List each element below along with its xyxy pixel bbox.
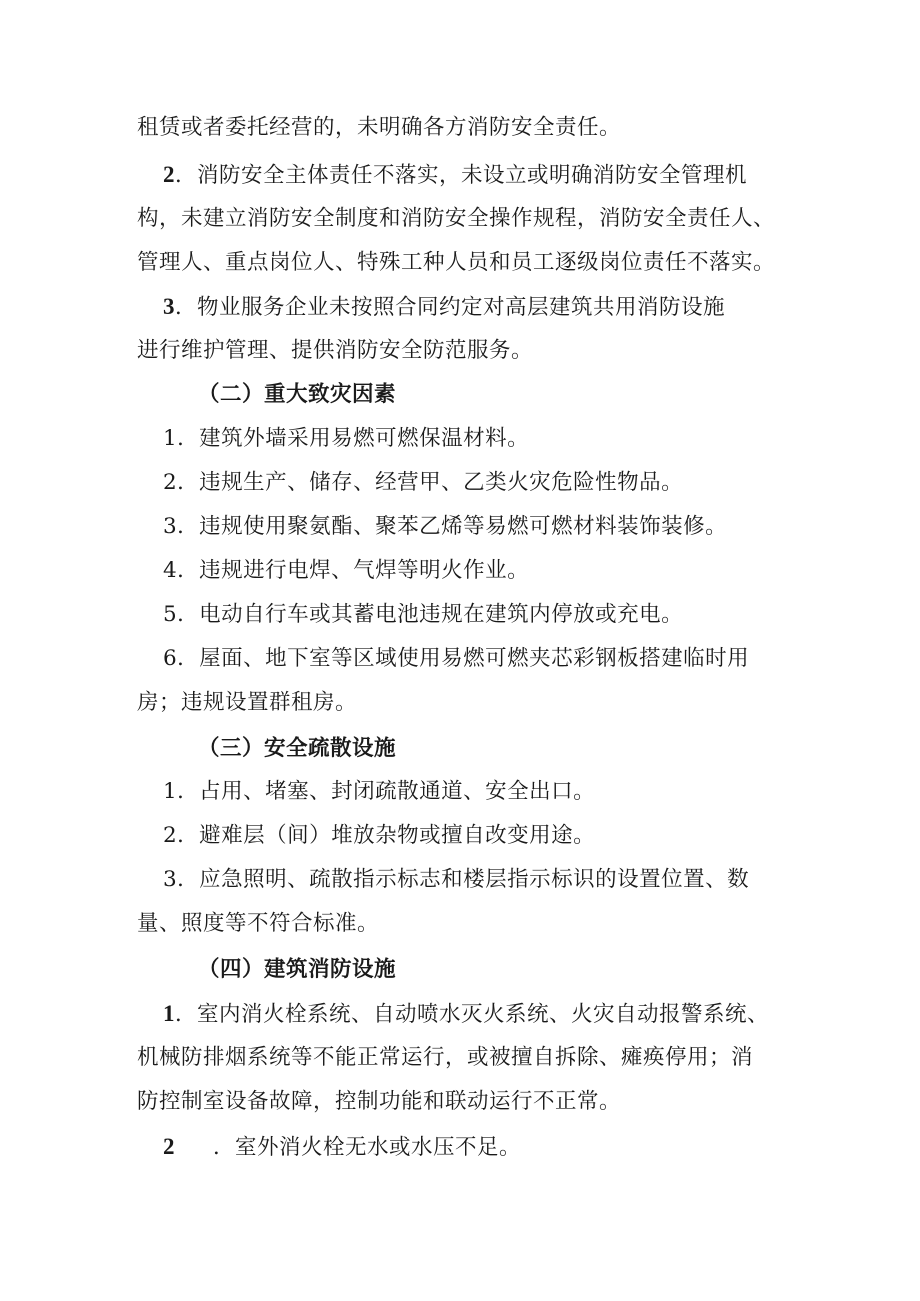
section-heading: （四）建筑消防设施 <box>198 957 397 982</box>
paragraph-line <box>163 160 747 191</box>
paragraph-line <box>163 292 725 323</box>
paragraph-line: 机械防排烟系统等不能正常运行，或被擅自拆除、瘫痪停用；消 <box>137 1045 754 1070</box>
list-item: 3．应急照明、疏散指示标志和楼层指示标识的设置位置、数 <box>163 867 750 892</box>
paragraph-line <box>163 1132 521 1163</box>
list-item: 6．屋面、地下室等区域使用易燃可燃夹芯彩钢板搭建临时用 <box>163 646 750 671</box>
paragraph-line: 量、照度等不符合标准。 <box>137 911 380 936</box>
paragraph-line: 防控制室设备故障，控制功能和联动运行不正常。 <box>137 1089 622 1114</box>
list-item: 3．违规使用聚氨酯、聚苯乙烯等易燃可燃材料装饰装修。 <box>163 514 728 539</box>
list-item: 4．违规进行电焊、气焊等明火作业。 <box>163 558 530 583</box>
paragraph-text: ．消防安全主体责任不落实，未设立或明确消防安全管理机 <box>175 163 748 188</box>
paragraph-line: 租赁或者委托经营的，未明确各方消防安全责任。 <box>137 115 622 140</box>
paragraph-line: 房；违规设置群租房。 <box>137 690 358 715</box>
list-item: 5．电动自行车或其蓄电池违规在建筑内停放或充电。 <box>163 602 684 627</box>
list-item: 2．避难层（间）堆放杂物或擅自改变用途。 <box>163 823 596 848</box>
item-number: 1 <box>163 1001 175 1026</box>
list-item: 2．违规生产、储存、经营甲、乙类火灾危险性物品。 <box>163 470 684 495</box>
paragraph-line: 进行维护管理、提供消防安全防范服务。 <box>137 338 534 363</box>
paragraph-text: ．物业服务企业未按照合同约定对高层建筑共用消防设施 <box>175 295 726 320</box>
paragraph-line <box>163 999 769 1030</box>
list-item: 1．占用、堵塞、封闭疏散通道、安全出口。 <box>163 779 596 804</box>
paragraph-line: 管理人、重点岗位人、特殊工种人员和员工逐级岗位责任不落实。 <box>137 250 776 275</box>
section-heading: （二）重大致灾因素 <box>198 382 397 407</box>
section-heading: （三）安全疏散设施 <box>198 736 397 761</box>
paragraph-text: ．室内消火栓系统、自动喷水灭火系统、火灾自动报警系统、 <box>175 1002 770 1027</box>
item-number: 3 <box>163 294 175 319</box>
paragraph-text: ．室外消火栓无水或水压不足。 <box>213 1135 522 1160</box>
list-item: 1．建筑外墙采用易燃可燃保温材料。 <box>163 426 530 451</box>
item-number: 2 <box>163 162 175 187</box>
item-number: 2 <box>163 1134 175 1159</box>
paragraph-line: 构，未建立消防安全制度和消防安全操作规程，消防安全责任人、 <box>137 206 776 231</box>
